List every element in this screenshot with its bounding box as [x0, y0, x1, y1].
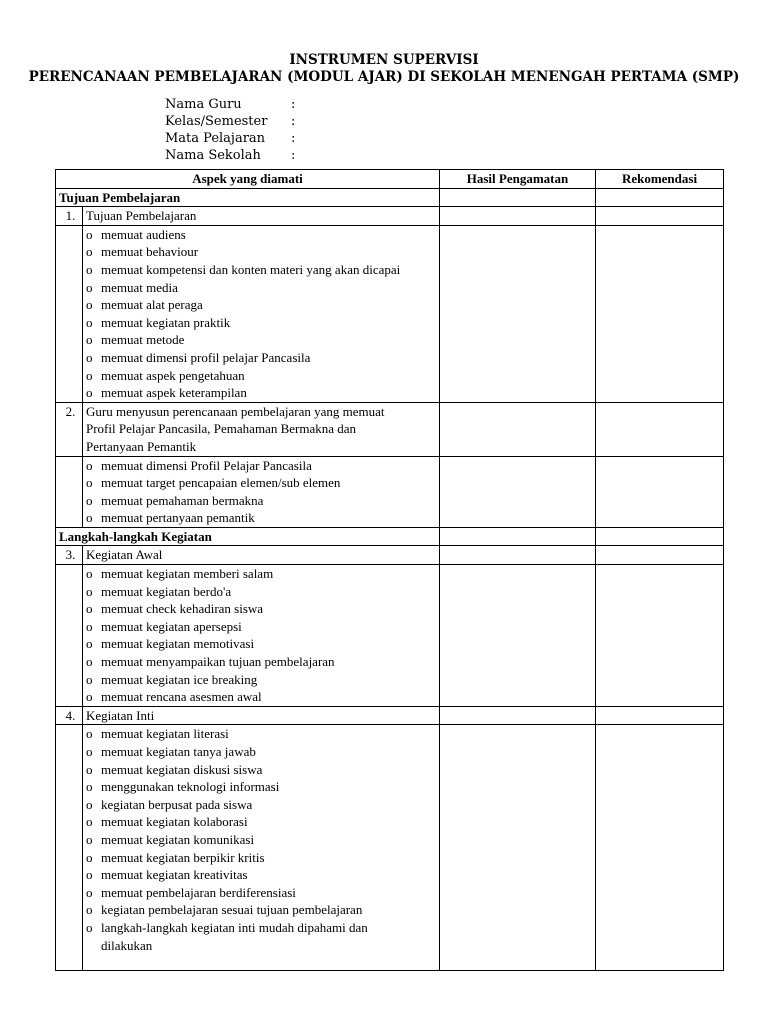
list-item	[86, 296, 439, 314]
info-label: Mata Pelajaran	[165, 131, 266, 146]
section-row-langkah	[56, 527, 724, 546]
hasil-cell[interactable]	[440, 546, 596, 565]
list-item	[86, 492, 439, 510]
bullet-circle-icon: o	[86, 492, 93, 508]
list-item-text: memuat pemahaman bermakna	[101, 492, 264, 508]
rekomendasi-cell[interactable]	[596, 546, 724, 565]
item-row-1	[56, 207, 724, 226]
item-label: Kegiatan Inti	[83, 706, 440, 725]
item-label: Tujuan Pembelajaran	[83, 207, 440, 226]
list-item-text: kegiatan berpusat pada siswa	[101, 796, 253, 812]
list-item-text: memuat dimensi profil pelajar Pancasila	[101, 349, 311, 365]
section-row-tujuan	[56, 188, 724, 207]
bullet-circle-icon: o	[86, 884, 93, 900]
list-item-text: memuat media	[101, 279, 178, 295]
document-subtitle: PERENCANAAN PEMBELAJARAN (MODUL AJAR) DI SEKOLAH MENENGAH PERTAMA (SMP)	[28, 69, 740, 85]
number-spacer	[56, 225, 83, 402]
bullet-circle-icon: o	[86, 314, 93, 330]
hasil-cell[interactable]	[440, 225, 596, 402]
list-item	[86, 279, 439, 297]
bullet-circle-icon: o	[86, 279, 93, 295]
info-colon: :	[291, 97, 296, 112]
bullet-circle-icon: o	[86, 726, 93, 742]
header-aspek: Aspek yang diamati	[56, 170, 440, 189]
list-item	[86, 725, 439, 743]
list-item-text: memuat kompetensi dan konten materi yang akan dicapai	[101, 261, 401, 277]
list-item	[86, 243, 439, 261]
list-item-text: memuat audiens	[101, 226, 186, 242]
bullet-circle-icon: o	[86, 457, 93, 473]
number-spacer	[56, 456, 83, 527]
list-item-text	[101, 919, 439, 954]
list-item	[86, 509, 439, 527]
info-colon: :	[291, 131, 296, 146]
bullet-circle-icon: o	[86, 867, 93, 883]
bullet-circle-icon: o	[86, 601, 93, 617]
info-fields	[165, 96, 295, 164]
bullet-circle-icon: o	[86, 297, 93, 313]
list-item-text: memuat kegiatan memotivasi	[101, 636, 255, 652]
bullet-circle-icon: o	[86, 902, 93, 918]
list-item-line: langkah-langkah kegiatan inti mudah dipahami dan	[101, 919, 368, 935]
list-item	[86, 743, 439, 761]
bullet-circle-icon: o	[86, 779, 93, 795]
supervision-table	[55, 169, 724, 971]
list-item-text: memuat kegiatan komunikasi	[101, 831, 255, 847]
list-item	[86, 866, 439, 884]
bullet-list	[83, 225, 440, 402]
bullet-circle-icon: o	[86, 385, 93, 401]
bullet-circle-icon: o	[86, 689, 93, 705]
list-item-text: memuat pertanyaan pemantik	[101, 510, 255, 526]
bullet-row-3	[56, 565, 724, 707]
bullet-circle-icon: o	[86, 654, 93, 670]
rekomendasi-cell[interactable]	[596, 527, 724, 546]
item-label-line: Pertanyaan Pemantik	[86, 438, 197, 454]
header-rekomendasi: Rekomendasi	[596, 170, 724, 189]
list-item-text: memuat aspek pengetahuan	[101, 367, 245, 383]
bullet-circle-icon: o	[86, 510, 93, 526]
rekomendasi-cell[interactable]	[596, 725, 724, 971]
list-item	[86, 635, 439, 653]
list-item	[86, 778, 439, 796]
info-row-nama-guru	[165, 96, 295, 113]
list-item-text: memuat check kehadiran siswa	[101, 601, 264, 617]
list-item	[86, 919, 439, 954]
list-item	[86, 367, 439, 385]
hasil-cell[interactable]	[440, 188, 596, 207]
hasil-cell[interactable]	[440, 565, 596, 707]
list-item	[86, 457, 439, 475]
bullet-list	[83, 565, 440, 707]
rekomendasi-cell[interactable]	[596, 706, 724, 725]
bullet-circle-icon: o	[86, 636, 93, 652]
list-item	[86, 474, 439, 492]
list-item	[86, 884, 439, 902]
list-item	[86, 331, 439, 349]
list-item-text: memuat aspek keterampilan	[101, 385, 247, 401]
list-item	[86, 796, 439, 814]
list-item-text: memuat alat peraga	[101, 297, 203, 313]
bullet-list	[83, 456, 440, 527]
info-row-mata-pelajaran	[165, 130, 295, 147]
list-item	[86, 314, 439, 332]
list-item-text: kegiatan pembelajaran sesuai tujuan pembelajaran	[101, 902, 363, 918]
list-item-text: memuat metode	[101, 332, 185, 348]
item-label-line: Guru menyusun perencanaan pembelajaran yang memuat	[86, 403, 385, 419]
list-item	[86, 831, 439, 849]
hasil-cell[interactable]	[440, 456, 596, 527]
bullet-circle-icon: o	[86, 475, 93, 491]
info-colon: :	[291, 148, 296, 163]
info-row-kelas-semester	[165, 113, 295, 130]
list-item-text: memuat menyampaikan tujuan pembelajaran	[101, 654, 335, 670]
rekomendasi-cell[interactable]	[596, 565, 724, 707]
list-item-text: memuat dimensi Profil Pelajar Pancasila	[101, 457, 312, 473]
list-item	[86, 813, 439, 831]
bullet-circle-icon: o	[86, 226, 93, 242]
bullet-row-2	[56, 456, 724, 527]
list-item-text: memuat kegiatan apersepsi	[101, 618, 242, 634]
list-item	[86, 688, 439, 706]
rekomendasi-cell[interactable]	[596, 225, 724, 402]
rekomendasi-cell[interactable]	[596, 456, 724, 527]
list-item-line: dilakukan	[101, 937, 153, 953]
item-label	[83, 402, 440, 456]
list-item	[86, 583, 439, 601]
bullet-circle-icon: o	[86, 367, 93, 383]
item-number: 1.	[56, 207, 83, 226]
header-hasil-pengamatan: Hasil Pengamatan	[440, 170, 596, 189]
hasil-cell[interactable]	[440, 706, 596, 725]
bullet-circle-icon: o	[86, 671, 93, 687]
document-title: INSTRUMEN SUPERVISI	[289, 52, 479, 68]
bullet-circle-icon: o	[86, 849, 93, 865]
item-label: Kegiatan Awal	[83, 546, 440, 565]
list-item	[86, 849, 439, 867]
list-item	[86, 600, 439, 618]
bullet-circle-icon: o	[86, 583, 93, 599]
info-label: Kelas/Semester	[165, 114, 268, 129]
number-spacer	[56, 725, 83, 971]
list-item	[86, 565, 439, 583]
hasil-cell[interactable]	[440, 725, 596, 971]
rekomendasi-cell[interactable]	[596, 402, 724, 456]
list-item-text: memuat behaviour	[101, 244, 199, 260]
hasil-cell[interactable]	[440, 207, 596, 226]
list-item-text: menggunakan teknologi informasi	[101, 779, 280, 795]
table-header-row	[56, 170, 724, 189]
list-item-text: memuat pembelajaran berdiferensiasi	[101, 884, 296, 900]
item-label-line: Profil Pelajar Pancasila, Pemahaman Bermakna dan	[86, 421, 357, 437]
bullet-circle-icon: o	[86, 796, 93, 812]
bullet-circle-icon: o	[86, 332, 93, 348]
list-item-text: memuat target pencapaian elemen/sub elemen	[101, 475, 341, 491]
bullet-circle-icon: o	[86, 744, 93, 759]
bullet-row-1	[56, 225, 724, 402]
list-item	[86, 618, 439, 636]
bullet-circle-icon: o	[86, 349, 93, 365]
item-row-3	[56, 546, 724, 565]
rekomendasi-cell[interactable]	[596, 188, 724, 207]
bullet-row-4	[56, 725, 724, 971]
bullet-circle-icon: o	[86, 261, 93, 277]
info-colon: :	[291, 114, 296, 129]
list-item	[86, 261, 439, 279]
list-item	[86, 671, 439, 689]
hasil-cell[interactable]	[440, 527, 596, 546]
section-title: Langkah-langkah Kegiatan	[56, 527, 440, 546]
list-item-text: memuat kegiatan diskusi siswa	[101, 761, 263, 777]
bullet-circle-icon: o	[86, 618, 93, 634]
list-item	[86, 653, 439, 671]
info-row-nama-sekolah	[165, 147, 295, 164]
item-number: 2.	[56, 402, 83, 456]
list-item-text: memuat kegiatan tanya jawab	[101, 744, 256, 759]
info-label: Nama Sekolah	[165, 148, 261, 163]
number-spacer	[56, 565, 83, 707]
list-item-text: memuat kegiatan praktik	[101, 314, 231, 330]
bullet-circle-icon: o	[86, 831, 93, 847]
section-title: Tujuan Pembelajaran	[56, 188, 440, 207]
list-item-text: memuat kegiatan literasi	[101, 726, 229, 742]
bullet-circle-icon: o	[86, 244, 93, 260]
bullet-circle-icon: o	[86, 566, 93, 582]
list-item-text: memuat kegiatan ice breaking	[101, 671, 258, 687]
rekomendasi-cell[interactable]	[596, 207, 724, 226]
list-item-text: memuat kegiatan kolaborasi	[101, 814, 248, 830]
list-item	[86, 384, 439, 402]
bullet-circle-icon: o	[86, 761, 93, 777]
list-item-text: memuat kegiatan kreativitas	[101, 867, 248, 883]
list-item-text: memuat kegiatan berpikir kritis	[101, 849, 265, 865]
list-item	[86, 226, 439, 244]
list-item	[86, 761, 439, 779]
list-item-text: memuat kegiatan berdo'a	[101, 583, 232, 599]
item-number: 4.	[56, 706, 83, 725]
bullet-circle-icon: o	[86, 919, 93, 935]
item-row-2	[56, 402, 724, 456]
list-item-text: memuat kegiatan memberi salam	[101, 566, 274, 582]
list-item	[86, 349, 439, 367]
bullet-list	[83, 725, 440, 971]
list-item-text: memuat rencana asesmen awal	[101, 689, 262, 705]
list-item	[86, 901, 439, 919]
bullet-circle-icon: o	[86, 814, 93, 830]
item-row-4	[56, 706, 724, 725]
item-number: 3.	[56, 546, 83, 565]
hasil-cell[interactable]	[440, 402, 596, 456]
info-label: Nama Guru	[165, 97, 242, 112]
